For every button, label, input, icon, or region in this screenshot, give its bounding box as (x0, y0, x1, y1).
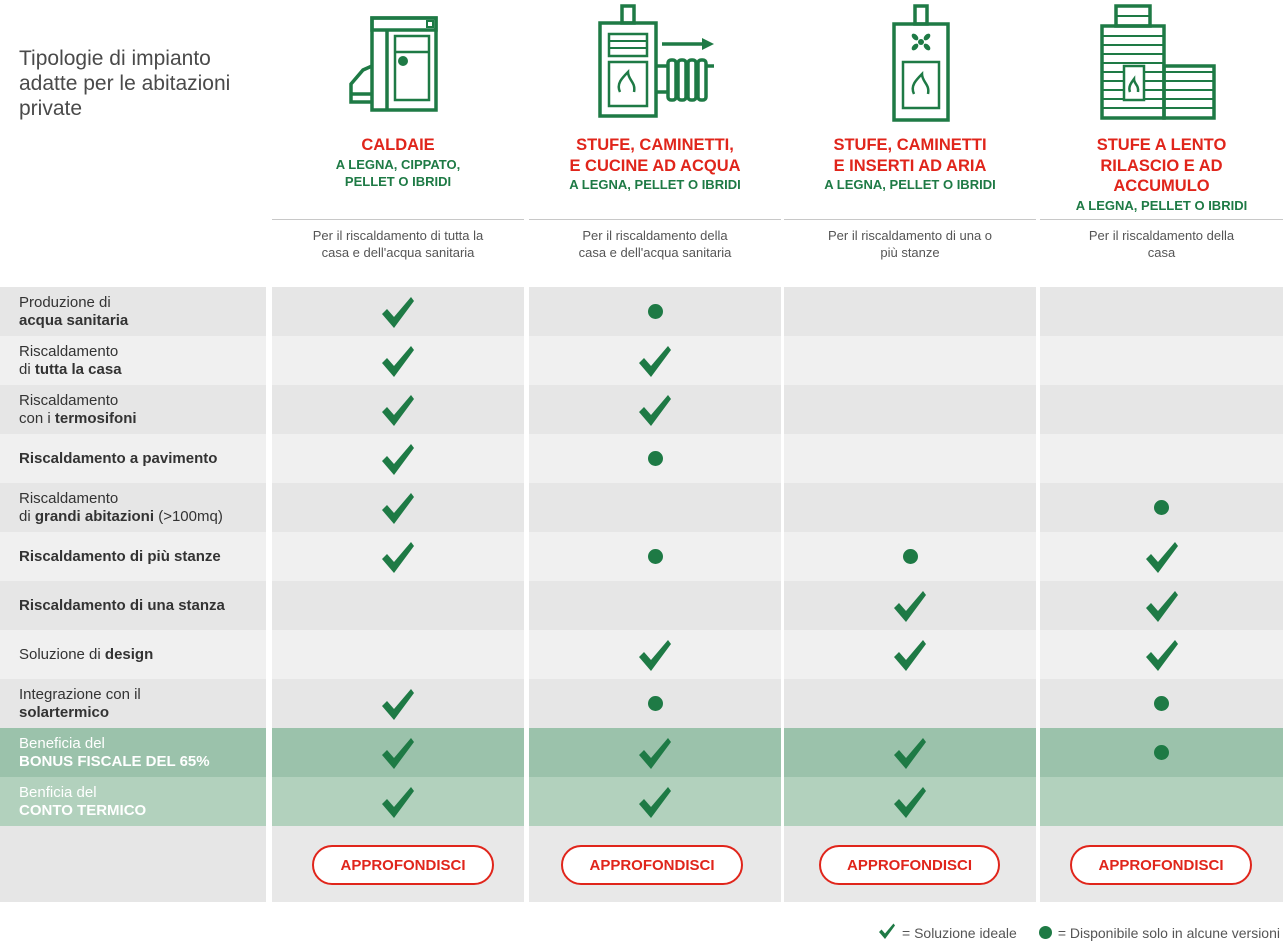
legend-some-versions (1039, 925, 1280, 941)
row-label-part: Beneficia del (19, 734, 105, 752)
approfondisci-button[interactable]: APPROFONDISCI (312, 845, 494, 885)
column-title-line: STUFE A LENTO (1096, 136, 1227, 154)
column-title-line: E CUCINE AD ACQUA (569, 156, 741, 175)
row-label (0, 532, 266, 581)
column-subtitle: A LEGNA, PELLET O IBRIDI (824, 177, 996, 192)
row-label-bold: grandi abitazioni (34, 507, 155, 525)
row-label-line (19, 508, 266, 526)
column-header (1040, 0, 1283, 285)
column-title-line: E INSERTI AD ARIA (833, 156, 987, 175)
check-icon (529, 336, 781, 385)
row-label-part: Benficia del (19, 783, 97, 801)
row-label-bold: CONTO TERMICO (19, 801, 147, 819)
row-label-text (19, 548, 266, 566)
row-label-part: Riscaldamento (19, 391, 119, 409)
row-label-text (19, 735, 266, 753)
row-label (0, 728, 266, 777)
cell-bg (784, 336, 1036, 385)
check-icon (272, 336, 524, 385)
row-label-text (19, 450, 266, 468)
column-description: Per il riscaldamento della casa e dell'acqua sanitaria (578, 228, 732, 260)
check-icon (529, 728, 781, 777)
column-title (529, 135, 781, 193)
column-title (1040, 135, 1283, 214)
row-label-text (19, 597, 266, 615)
check-icon (272, 483, 524, 532)
check-icon (784, 728, 1036, 777)
legend-ideal-label: = Soluzione ideale (902, 924, 1017, 941)
row-label (0, 336, 266, 385)
row-label-text (19, 784, 266, 802)
row-label-line (19, 704, 266, 722)
cell-bg (272, 581, 524, 630)
row-label-part: Riscaldamento (19, 342, 119, 360)
row-label-text (19, 343, 266, 361)
row-label-part: Produzione di (19, 293, 111, 311)
check-icon (1040, 581, 1283, 630)
column-title-line: CALDAIE (361, 136, 435, 154)
row-label-part: di (19, 507, 35, 525)
check-icon (784, 630, 1036, 679)
page-title: Tipologie di impianto adatte per le abitazioni private (19, 47, 231, 120)
dot-icon (529, 679, 781, 728)
row-label-part: Soluzione di (19, 645, 105, 663)
column-title-line: RILASCIO E AD (1100, 156, 1223, 175)
column-header (272, 0, 524, 285)
column-title-line: STUFE, CAMINETTI, (576, 136, 734, 154)
row-label-line (19, 753, 266, 771)
cell-bg (1040, 336, 1283, 385)
cell-bg (784, 385, 1036, 434)
column-subtitle: PELLET O IBRIDI (344, 173, 452, 189)
check-icon (272, 728, 524, 777)
row-label-bold: Riscaldamento di più stanze (19, 547, 221, 565)
dot-icon (784, 532, 1036, 581)
legend-ideal (878, 922, 1017, 943)
column-title (272, 135, 524, 190)
dot-icon (529, 532, 781, 581)
legend-some-versions-label: = Disponibile solo in alcune versioni (1057, 924, 1280, 941)
check-icon (784, 777, 1036, 826)
column-header (529, 0, 781, 285)
dot-icon (1040, 728, 1283, 777)
column-header (784, 0, 1036, 285)
row-label-bold: termosifoni (54, 409, 137, 427)
row-label-bold: tutta la casa (34, 360, 122, 378)
approfondisci-button[interactable]: APPROFONDISCI (819, 845, 1000, 885)
row-label-text (19, 646, 266, 664)
accumulation-stove-icon (1098, 4, 1220, 125)
row-label (0, 630, 266, 679)
check-icon (272, 532, 524, 581)
column-description: Per il riscaldamento della casa (1088, 228, 1235, 260)
column-subtitle: A LEGNA, PELLET O IBRIDI (569, 177, 741, 192)
row-label-bold: acqua sanitaria (19, 311, 129, 329)
check-icon (529, 630, 781, 679)
air-stove-icon (888, 4, 958, 127)
cell-bg (272, 630, 524, 679)
check-icon (529, 777, 781, 826)
row-label (0, 483, 266, 532)
boiler-icon (345, 4, 455, 121)
column-title-line: ACCUMULO (1113, 177, 1210, 195)
column-title-line: STUFE, CAMINETTI (833, 136, 987, 154)
check-icon (878, 922, 896, 943)
approfondisci-button[interactable]: APPROFONDISCI (561, 845, 743, 885)
column-description: Per il riscaldamento di una o più stanze (827, 228, 993, 260)
row-label-bold: solartermico (19, 703, 110, 721)
row-label-text (19, 490, 266, 508)
row-label (0, 679, 266, 728)
cell-bg (1040, 434, 1283, 483)
row-label-part: Riscaldamento (19, 489, 119, 507)
row-label (0, 434, 266, 483)
row-label-line (19, 410, 266, 428)
cell-bg (1040, 385, 1283, 434)
row-label-part: Integrazione con il (19, 685, 141, 703)
check-icon (1040, 532, 1283, 581)
row-label-part: di (19, 360, 35, 378)
check-icon (1040, 630, 1283, 679)
check-icon (272, 434, 524, 483)
row-label-text (19, 392, 266, 410)
row-label (0, 287, 266, 336)
check-icon (272, 385, 524, 434)
cell-bg (1040, 777, 1283, 826)
header-divider (1040, 219, 1283, 220)
row-label-line (19, 802, 266, 820)
row-label-line (19, 361, 266, 379)
row-label-bold: BONUS FISCALE DEL 65% (19, 752, 210, 770)
row-label-part: (>100mq) (154, 507, 223, 525)
dot-icon (1039, 926, 1052, 939)
row-label-text (19, 686, 266, 704)
row-label-bold: Riscaldamento di una stanza (19, 596, 225, 614)
dot-icon (1040, 679, 1283, 728)
row-label (0, 385, 266, 434)
dot-icon (529, 434, 781, 483)
column-title (784, 135, 1036, 193)
dot-icon (1040, 483, 1283, 532)
row-label (0, 581, 266, 630)
check-icon (272, 287, 524, 336)
row-label (0, 777, 266, 826)
cell-bg (784, 483, 1036, 532)
cell-bg (529, 581, 781, 630)
column-subtitle: A LEGNA, PELLET O IBRIDI (1075, 197, 1248, 213)
header-divider (529, 219, 781, 220)
column-subtitle: A LEGNA, CIPPATO, (335, 156, 461, 172)
cell-bg (784, 434, 1036, 483)
column-description: Per il riscaldamento di tutta la casa e dell'acqua sanitaria (312, 228, 484, 260)
water-stove-radiator-icon (596, 4, 716, 123)
cell-bg (529, 483, 781, 532)
check-icon (272, 679, 524, 728)
row-label-bold: design (104, 645, 154, 663)
row-label-text (19, 294, 266, 312)
row-label-bold: Riscaldamento a pavimento (19, 449, 218, 467)
cell-bg (784, 287, 1036, 336)
cell-bg (1040, 287, 1283, 336)
check-icon (529, 385, 781, 434)
check-icon (272, 777, 524, 826)
approfondisci-button[interactable]: APPROFONDISCI (1070, 845, 1252, 885)
cell-bg (784, 679, 1036, 728)
header-divider (784, 219, 1036, 220)
row-label-part: con i (19, 409, 55, 427)
row-label-line (19, 312, 266, 330)
check-icon (784, 581, 1036, 630)
dot-icon (529, 287, 781, 336)
label-column-footer (0, 826, 266, 902)
header-divider (272, 219, 524, 220)
legend (878, 922, 1280, 943)
